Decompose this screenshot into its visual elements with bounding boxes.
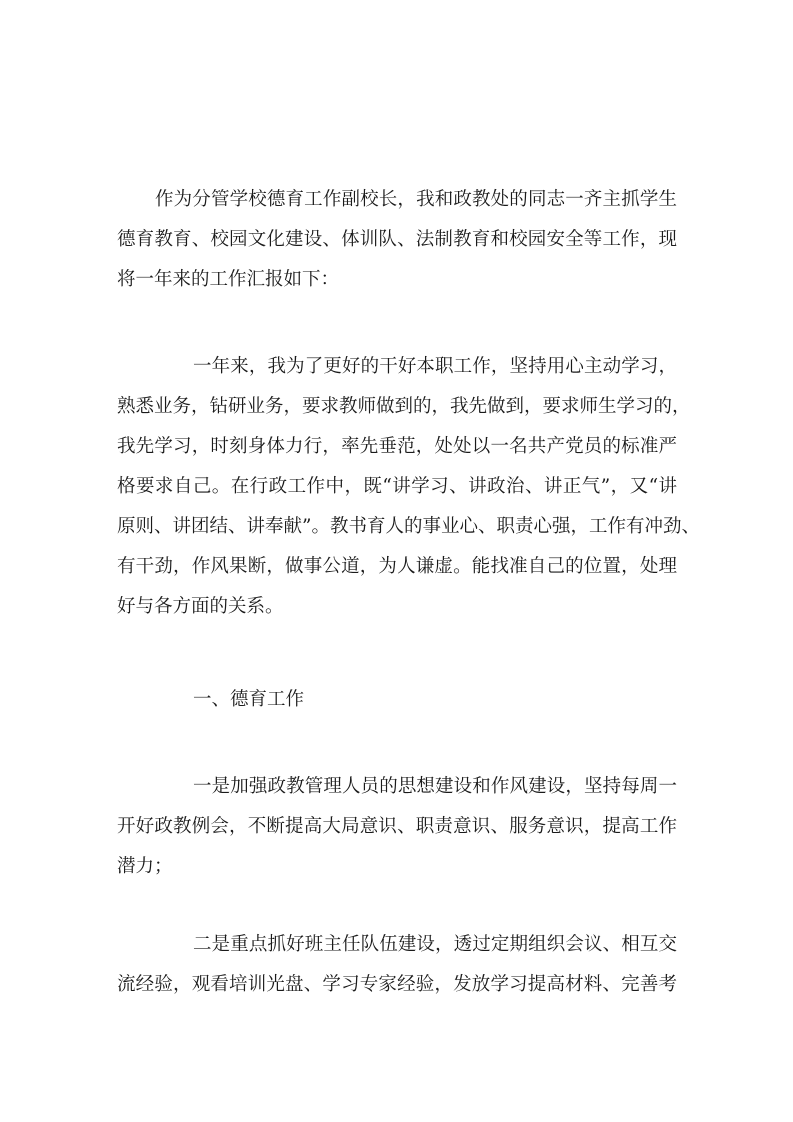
- text-line: 二是重点抓好班主任队伍建设，透过定期组织会议、相互交: [193, 934, 677, 955]
- text-line: 熟悉业务，钻研业务，要求教师做到的，我先做到，要求师生学习的，: [117, 396, 691, 417]
- text-line: 德育教育、校园文化建设、体训队、法制教育和校园安全等工作，现: [117, 229, 677, 250]
- heading-text: 一、德育工作: [193, 689, 305, 710]
- text-line: 我先学习，时刻身体力行，率先垂范，处处以一名共产党员的标准严: [117, 436, 677, 457]
- text-line: 一年来，我为了更好的干好本职工作，坚持用心主动学习，: [193, 356, 677, 377]
- text-line: 格要求自己。在行政工作中，既“讲学习、讲政治、讲正气”，又“讲: [117, 476, 677, 497]
- text-line: 一是加强政教管理人员的思想建设和作风建设，坚持每周一: [193, 776, 677, 797]
- text-line: 作为分管学校德育工作副校长，我和政教处的同志一齐主抓学生: [155, 189, 677, 210]
- text-line: 有干劲，作风果断，做事公道，为人谦虚。能找准自己的位置，处理: [117, 556, 677, 577]
- text-line: 好与各方面的关系。: [117, 596, 284, 617]
- text-line: 开好政教例会，不断提高大局意识、职责意识、服务意识，提高工作: [117, 816, 677, 837]
- text-line: 将一年来的工作汇报如下：: [117, 269, 340, 290]
- text-line: 流经验，观看培训光盘、学习专家经验，发放学习提高材料、完善考: [117, 974, 677, 995]
- text-line: 潜力；: [117, 856, 173, 877]
- text-line: 原则、讲团结、讲奉献”。教书育人的事业心、职责心强，工作有冲劲、: [117, 516, 700, 537]
